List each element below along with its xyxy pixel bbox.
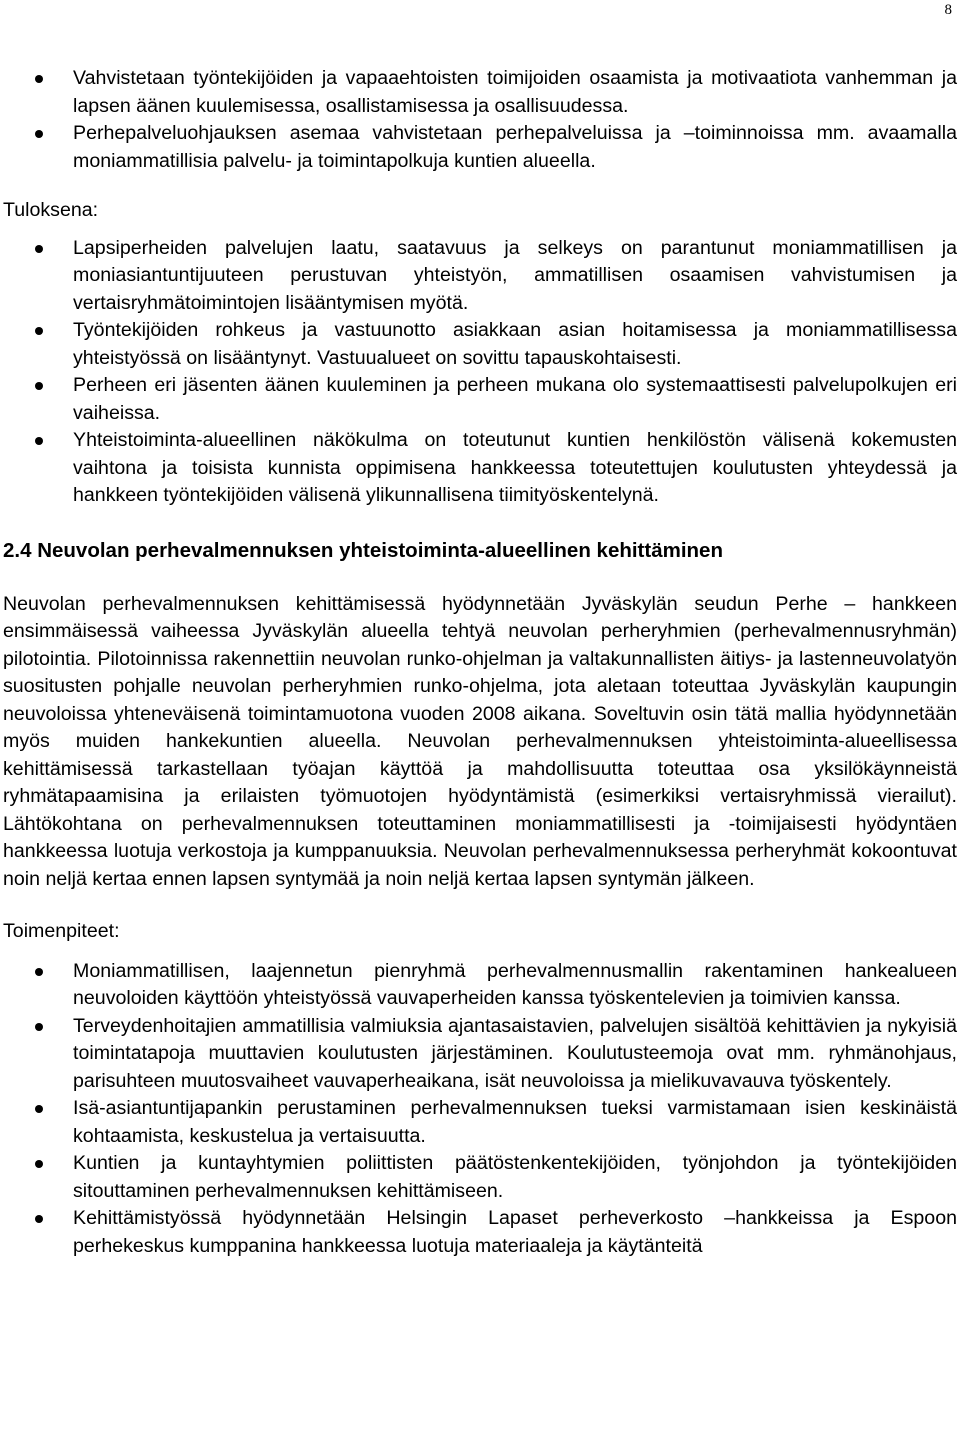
bullet-icon <box>35 1023 43 1031</box>
list-item <box>3 427 957 510</box>
bullet-icon <box>35 968 43 976</box>
list-item-text: Kuntien ja kuntayhtymien poliittisten päätöstenkentekijöiden, työnjohdon ja työntekijöiden sitouttaminen perhevalmennuksen kehittämiseen. <box>73 1152 957 1202</box>
actions-bullet-list <box>3 958 957 1261</box>
bullet-icon <box>35 1105 43 1113</box>
bullet-icon <box>35 1215 43 1223</box>
list-item <box>3 1095 957 1150</box>
bullet-icon <box>35 245 43 253</box>
results-heading: Tuloksena: <box>3 199 99 221</box>
list-item-text: Yhteistoiminta-alueellinen näkökulma on toteutunut kuntien henkilöstön välisenä kokemusten vaihtona ja toisista kunnista oppimisena hankkeessa toteutettujen koulutusten yhteydessä ja hankkeen työntekijöiden välisenä ylikunnallisena tiimityöskentelynä. <box>73 429 957 506</box>
list-item <box>3 958 957 1013</box>
results-bullet-list <box>3 235 957 510</box>
list-item-text: Lapsiperheiden palvelujen laatu, saatavuus ja selkeys on parantunut moniammatillisen ja moniasiantuntijuuteen perustuvan yhteistyön, ammatillisen osaamisen vahvistumisen ja vertaisryhmätoimintojen lisääntymisen myötä. <box>73 236 957 314</box>
document-body <box>3 0 957 1260</box>
bullet-icon <box>35 437 43 445</box>
page-number: 8 <box>944 2 952 18</box>
list-item <box>3 65 957 120</box>
bullet-icon <box>35 1160 43 1168</box>
list-item <box>3 235 957 318</box>
list-item <box>3 317 957 372</box>
bullet-icon <box>35 382 43 390</box>
section-paragraph: Neuvolan perhevalmennuksen kehittämisessä hyödynnetään Jyväskylän seudun Perhe – hankkeen ensimmäisessä vaiheessa Jyväskylän alueella tehtyä neuvolan perheryhmien (perhevalmennusryhmän) pilotointia. Pilotoinnissa rakennettiin neuvolan runko-ohjelman ja valtakunnallisten äitiys- ja lastenneuvolatyön suositusten pohjalle neuvolan perheryhmien runko-ohjelma, jota aletaan toteuttaa Jyväskylän kaupungin neuvoloissa yhteneväisenä toimintamuotona vuoden 2008 aikana. Soveltuvin osin tätä mallia hyödynnetään myös muiden hankekuntien alueella. Neuvolan perhevalmennuksen yhteistoiminta-alueellisessa kehittämisessä tarkastellaan työajan käyttöä ja mahdollisuutta toteuttaa osa yksilökäynneistä ryhmätapaamisina ja erilaisten työmuotojen hyödyntämistä (esimerkiksi vertaisryhmissä vierailut). Lähtökohtana on perhevalmennuksen toteuttaminen moniammatillisesti ja -toimijaisesti hyödyntäen hankkeessa luotuja verkostoja ja kumppanuuksia. Neuvolan perhevalmennuksessa perheryhmät kokoontuvat noin neljä kertaa ennen lapsen syntymää ja noin neljä kertaa lapsen syntymän jälkeen. <box>3 592 957 890</box>
bullet-icon <box>35 75 43 83</box>
bullet-icon <box>35 327 43 335</box>
bullet-icon <box>35 130 43 138</box>
intro-bullet-list <box>3 65 957 175</box>
list-item <box>3 1150 957 1205</box>
list-item-text: Isä-asiantuntijapankin perustaminen perhevalmennuksen tueksi varmistamaan isien keskinäistä kohtaamista, keskustelua ja vertaisuutta. <box>73 1097 957 1147</box>
list-item <box>3 1013 957 1096</box>
list-item <box>3 1205 957 1260</box>
actions-heading: Toimenpiteet: <box>3 920 120 942</box>
list-item-text: Moniammatillisen, laajennetun pienryhmä perhevalmennusmallin rakentaminen hankealueen neuvoloiden käyttöön yhteistyössä vauvaperheiden kanssa työskentelevien ja toimivien kanssa. <box>73 959 957 1009</box>
list-item <box>3 372 957 427</box>
list-item-text: Kehittämistyössä hyödynnetään Helsingin Lapaset perheverkosto –hankkeissa ja Espoon perhekeskus kumppanina hankkeessa luotuja materiaaleja ja käytänteitä <box>73 1207 957 1257</box>
list-item-text: Perhepalveluohjauksen asemaa vahvistetaan perhepalveluissa ja –toiminnoissa mm. avaamalla moniammatillisia palvelu- ja toimintapolkuja kuntien alueella. <box>73 122 957 172</box>
list-item-text: Terveydenhoitajien ammatillisia valmiuksia ajantasaistavien, palvelujen sisältöä kehittävien ja nykyisiä toimintatapoja muuttavien koulutusten järjestäminen. Koulutusteemoja ovat mm. ryhmänohjaus, parisuhteen muutosvaiheet vauvaperheaikana, isät neuvoloissa ja mielikuvavauva työskentely. <box>73 1014 957 1092</box>
section-title: 2.4 Neuvolan perhevalmennuksen yhteistoiminta-alueellinen kehittäminen <box>3 538 723 562</box>
list-item-text: Työntekijöiden rohkeus ja vastuunotto asiakkaan asian hoitamisessa ja moniammatillisessa yhteistyössä on lisääntynyt. Vastuualueet on sovittu tapauskohtaisesti. <box>73 319 957 369</box>
list-item-text: Perheen eri jäsenten äänen kuuleminen ja perheen mukana olo systemaattisesti palvelupolkujen eri vaiheissa. <box>73 374 957 424</box>
list-item-text: Vahvistetaan työntekijöiden ja vapaaehtoisten toimijoiden osaamista ja motivaatiota vanhemman ja lapsen äänen kuulemisessa, osallistamisessa ja osallisuudessa. <box>73 67 957 117</box>
list-item <box>3 120 957 175</box>
